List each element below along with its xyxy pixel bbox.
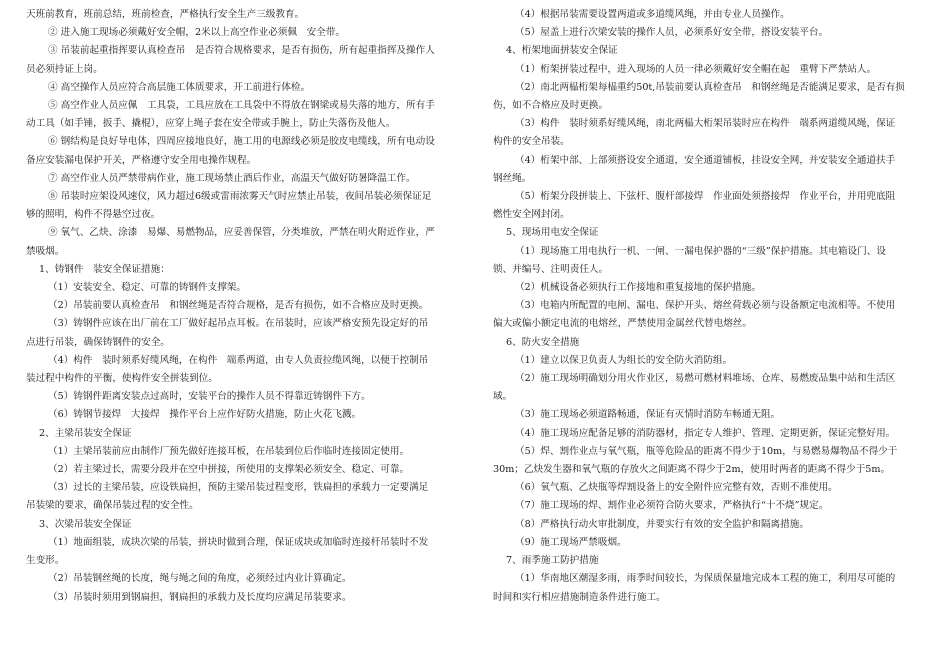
right-column-line: （1）建立以保卫负责人为组长的安全防火消防组。 xyxy=(515,354,733,366)
left-column-line: ② 进入施工现场必须戴好安全帽，2米以上高空作业必须佩 安全带。 xyxy=(48,27,345,39)
right-column-line: （7）施工现场的焊、割作业必须符合防火要求，严格执行“十不烧”规定。 xyxy=(515,500,829,512)
right-column-line: 30m；乙炔发生器和氧气瓶的存放火之间距离不得少于2m，使用时两者的距离不得少于5m。 xyxy=(493,464,891,476)
left-column-line: ⑨ 氧气、乙炔、涂漆 易爆、易燃物品，应妥善保管，分类堆放，严禁在明火附近作业，严 xyxy=(48,227,435,239)
left-column-line: （1）主梁吊装前应由制作厂预先做好连接耳板，在吊装到位后作临时连接固定使用。 xyxy=(48,445,410,457)
right-column-line: （1）现场施工用电执行一机、一闸、一漏电保护器的“三级”保护措施。其电箱设门、设 xyxy=(515,245,886,257)
right-column-line: （2）施工现场明确划分用火作业区，易燃可燃材料堆场、仓库、易燃废品集中站和生活区 xyxy=(515,373,896,385)
right-column-line: 偏大或偏小额定电流的电熔丝，严禁使用金属丝代替电熔丝。 xyxy=(493,318,753,330)
right-column-line: （4）桁架中部、上部须搭设安全通道，安全通道铺板，挂设安全网，并安装安全通道扶手 xyxy=(515,154,896,166)
left-column-line: ⑦ 高空作业人员严禁带病作业，施工现场禁止酒后作业，高温天气做好防暑降温工作。 xyxy=(48,172,416,184)
right-column-line: 时间和实行相应措施制造条件进行施工。 xyxy=(493,591,666,603)
right-column-line: （1）华南地区潮湿多雨，雨季时间较长，为保质保量地完成本工程的施工，利用尽可能的 xyxy=(515,573,896,585)
right-column-line: （5）屋盖上进行次梁安装的操作人员，必须系好安全带，搭设安装平台。 xyxy=(515,27,829,39)
left-column-line: 2、主梁吊装安全保证 xyxy=(39,427,132,439)
right-column-line: （2）南北两榀桁架每榀重约50t,吊装前要认真检查吊 和钢丝绳是否能满足要求，是否有损 xyxy=(515,81,905,93)
right-column-line: （9）施工现场严禁吸烟。 xyxy=(515,536,627,548)
left-column-line: 天班前教育，班前总结，班前检查，严格执行安全生产三级教育。 xyxy=(26,9,305,20)
left-column-line: ⑧ 吊装时应架设风速仪，风力超过6级或雷雨浓雾天气时应禁止吊装，夜间吊装必须保证足 xyxy=(48,191,432,203)
left-column xyxy=(26,6,469,672)
right-column-line: （4）施工现场应配备足够的消防器材，指定专人维护、管理、定期更新，保证完整好用。 xyxy=(515,427,896,439)
left-column-line: （2）若主梁过长，需要分段并在空中拼接，所使用的支撑架必须安全、稳定、可靠。 xyxy=(48,464,410,476)
left-column-line: 1、铸钢件 装安全保证措施： xyxy=(39,263,170,275)
right-column-line: 锁、并编号、注明责任人。 xyxy=(493,263,609,275)
left-column-line: 禁吸烟。 xyxy=(26,245,65,257)
right-column-line: 域。 xyxy=(493,391,513,403)
right-column-line: （3）电箱内所配置的电闸、漏电、保护开头、熔丝荷载必须与设备额定电流相等。不使用 xyxy=(515,300,896,312)
left-column-line: 够的照明，构件不得悬空过夜。 xyxy=(26,209,161,221)
left-column-line: （3）过长的主梁吊装，应设铁扁担，预防主梁吊装过程变形，铁扁担的承载力一定要满足 xyxy=(48,482,429,494)
left-column-line: 装过程中构件的平衡，使构件安全拼装到位。 xyxy=(26,373,218,385)
left-column-line: 备应安装漏电保护开关，严格遵守安全用电操作规程。 xyxy=(26,154,257,166)
left-column-line: 吊装梁的要求，确保吊装过程的安全性。 xyxy=(26,500,199,512)
right-column-line: （5）桁架分段拼装上、下弦杆、腹杆部接焊 作业面处须搭接焊 作业平台，并用兜底阻 xyxy=(515,191,896,203)
left-column-line: （1）地面组装，成块次梁的吊装，拼块时做到合理，保证成块或加临时连接杆吊装时不发 xyxy=(48,536,429,548)
left-column-line: 点进行吊装，确保铸钢件的安全。 xyxy=(26,336,170,348)
left-column-line: 动工具（如手锤，扳手、撬棍），应穿上绳子套在安全带或手腕上，防止失落伤及他人。 xyxy=(26,118,396,130)
right-column-line: 4、桁架地面拼装安全保证 xyxy=(506,45,618,57)
left-column-line: 员必须持证上岗。 xyxy=(26,63,103,75)
left-column-line: （1）安装安全、稳定、可靠的铸钢件支撑架。 xyxy=(48,282,246,294)
left-column-line: （3）铸钢件应该在出厂前在工厂做好起吊点耳板。在吊装时，应该严格安预先设定好的吊 xyxy=(48,318,429,330)
right-column-line: （3）构件 装时须系好缆风绳，南北两榀大桁架吊装时应在构件 端系两道缆风绳，保证 xyxy=(515,118,896,130)
left-column-line: ⑥ 钢结构是良好导电体，四周应接地良好，施工用的电源线必须是胶皮电缆线，所有电动设 xyxy=(48,136,435,148)
right-column-line: 伤，如不合格应及时更换。 xyxy=(493,100,609,112)
right-column-line: （2）机械设备必须执行工作接地和重复接地的保护措施。 xyxy=(515,282,761,294)
left-column-line: ⑤ 高空作业人员应佩 工具袋，工具应放在工具袋中不得放在钢梁或易失落的地方，所有手 xyxy=(48,100,435,112)
left-column-line: ③ 吊装前起重指挥要认真检查吊 是否符合规格要求，是否有损伤，所有起重指挥及操作人 xyxy=(48,45,435,57)
left-column-line: （2）吊装钢丝绳的长度，绳与绳之间的角度，必须经过内业计算确定。 xyxy=(48,573,352,585)
right-column-line: 钢丝绳。 xyxy=(493,172,532,184)
right-column-line: 燃性安全网封闭。 xyxy=(493,209,570,221)
right-column-line: 6、防火安全措施 xyxy=(506,336,580,348)
right-column-line: 5、现场用电安全保证 xyxy=(506,227,599,239)
left-column-line: （5）铸钢件距离安装点过高时，安装平台的操作人员不得靠近铸钢件下方。 xyxy=(48,391,371,403)
left-column-line: ④ 高空操作人员应符合高层施工体质要求，开工前进行体检。 xyxy=(48,81,311,93)
right-column-line: （1）桁架拼装过程中，进入现场的人员一律必须戴好安全帽在起 重臂下严禁站人。 xyxy=(515,63,877,75)
left-column-line: （6）铸钢节接焊 大接焊 操作平台上应作好防火措施，防止火花飞溅。 xyxy=(48,409,362,421)
left-column-line: 3、次梁吊装安全保证 xyxy=(39,518,132,530)
right-column-line: 构件的安全吊装。 xyxy=(493,136,570,148)
right-column-line: （5）焊、割作业点与氧气瓶，瓶等危险品的距离不得少于10m，与易燃易爆物品不得少于 xyxy=(515,445,898,457)
left-column-line: （4）构件 装时须系好缆风绳，在构件 端系两道，由专人负责拉缆风绳，以便于控制吊 xyxy=(48,354,429,366)
right-column-line: （8）严格执行动火审批制度，并要实行有效的安全监护和隔离措施。 xyxy=(515,518,809,530)
left-column-line: 生变形。 xyxy=(26,555,65,567)
right-column-line: （3）施工现场必须道路畅通，保证有灭情时消防车畅通无阻。 xyxy=(515,409,781,421)
right-column-line: （4）根据吊装需要设置两道或多道缆风绳，并由专业人员操作。 xyxy=(515,9,790,20)
right-column xyxy=(493,6,936,672)
left-column-line: （3）吊装时须用到钢扁担，钢扁担的承载力及长度均应满足吊装要求。 xyxy=(48,591,352,603)
right-column-line: （6）氧气瓶、乙炔瓶等焊割设备上的安全附件应完整有效，否则不准使用。 xyxy=(515,482,838,494)
right-column-line: 7、雨季施工防护措施 xyxy=(506,555,599,567)
left-column-line: （2）吊装前要认真检查吊 和钢丝绳是否符合规格，是否有损伤，如不合格应及时更换。 xyxy=(48,300,429,312)
